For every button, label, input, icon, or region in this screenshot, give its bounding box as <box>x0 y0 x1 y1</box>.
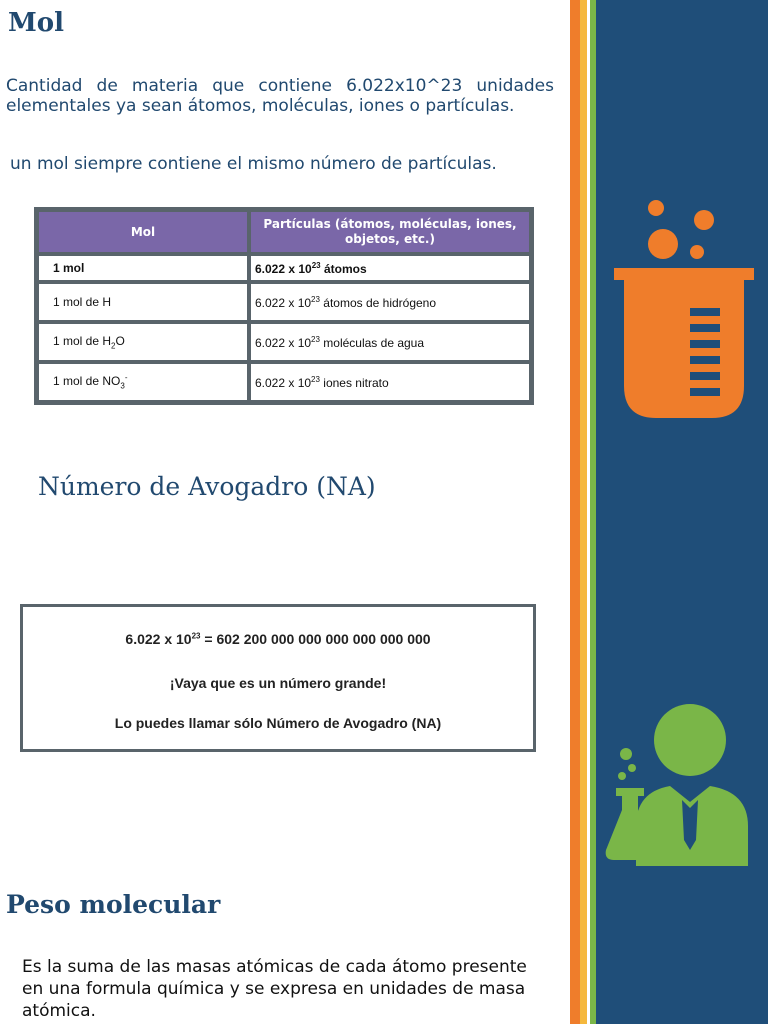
table-cell-mol: 1 mol de H <box>37 282 249 322</box>
table-row <box>37 282 531 322</box>
mol-table <box>34 207 534 405</box>
scientist-icon <box>600 700 766 866</box>
table-cell-mol: 1 mol de $NO_3^-$ <box>37 362 249 402</box>
table-cell-particles: 6.022 x $10^{23}$ iones nitrato <box>249 362 531 402</box>
stripe-yellow <box>580 0 587 1024</box>
table-row <box>37 362 531 402</box>
peso-definition: Es la suma de las masas atómicas de cada átomo presente en una formula química y se expresa en unidades de masa atómica. <box>22 957 527 1021</box>
table-row <box>37 254 531 282</box>
mol-definition: Cantidad de materia que contiene 6.022x10^23 unidades elementales ya sean átomos, moléculas, iones o partículas. <box>6 76 554 116</box>
avogadro-equation: 6.022 x $10^{23} = 602$ 200 000 000 000 000 000 000 <box>125 631 431 647</box>
table-row <box>37 322 531 362</box>
avogadro-call: Lo puedes llamar sólo Número de Avogadro (NA) <box>114 715 442 731</box>
beaker-icon <box>610 196 760 436</box>
mol-note: un mol siempre contiene el mismo número de partículas. <box>10 154 497 174</box>
avogadro-box <box>20 604 536 752</box>
table-header-row <box>37 210 531 254</box>
mol-title: Mol <box>8 8 64 38</box>
peso-title: Peso molecular <box>6 890 221 919</box>
stripe-navy <box>596 0 768 1024</box>
table-cell-particles: 6.022 x $10^{23}$ átomos de hidrógeno <box>249 282 531 322</box>
stripe-orange <box>570 0 580 1024</box>
table-cell-particles: 6.022 x $10^{23}$ átomos <box>249 254 531 282</box>
table-header-particles: Partículas (átomos, moléculas, iones, objetos, etc.) <box>249 210 531 254</box>
avogadro-exclaim: ¡Vaya que es un número grande! <box>169 675 387 691</box>
sidebar <box>570 0 768 1024</box>
table-cell-mol: 1 mol de $H_2O$ <box>37 322 249 362</box>
table-cell-particles: 6.022 x $10^{23}$ moléculas de agua <box>249 322 531 362</box>
avogadro-title: Número de Avogadro (NA) <box>38 472 376 501</box>
table-cell-mol: 1 mol <box>37 254 249 282</box>
table-header-mol: Mol <box>37 210 249 254</box>
